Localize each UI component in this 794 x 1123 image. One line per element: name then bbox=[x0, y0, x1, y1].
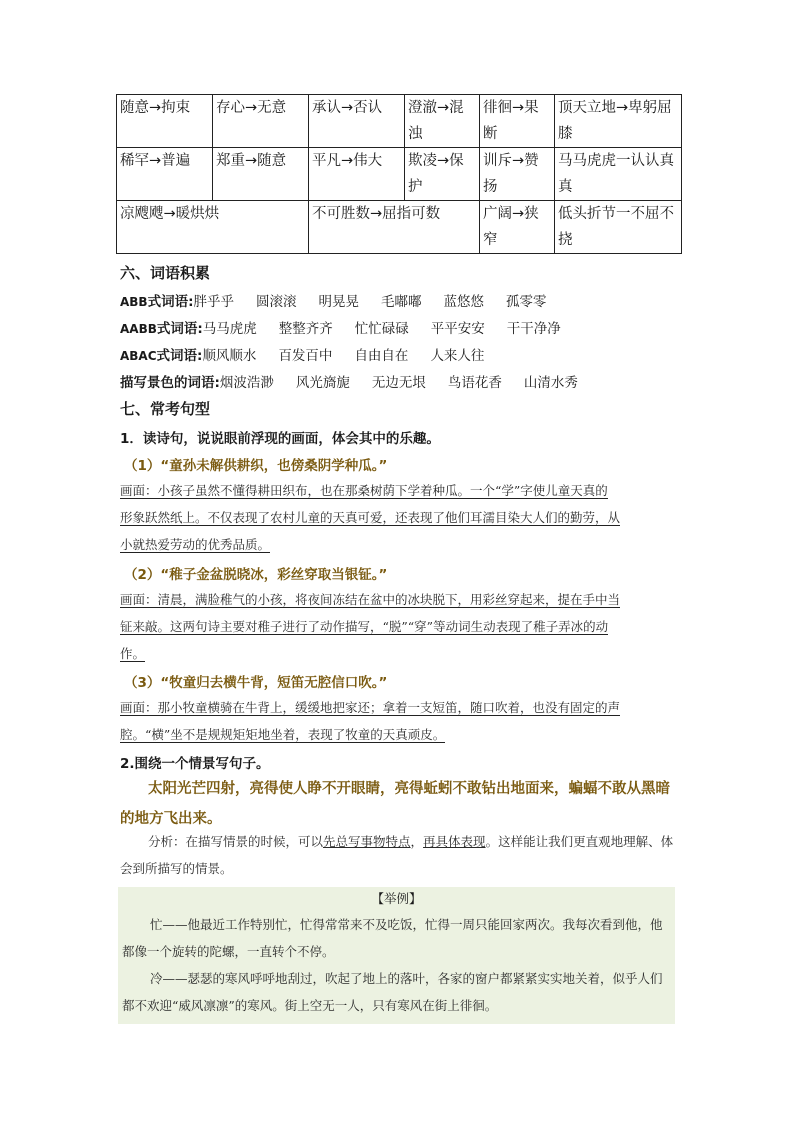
word: 顺风顺水 bbox=[202, 348, 257, 364]
poem-explanation-1 bbox=[120, 477, 678, 558]
table-cell: 不可胜数→屈指可数 bbox=[309, 201, 480, 254]
table-cell: 郑重→随意 bbox=[213, 148, 309, 201]
section-title: 六、词语积累 bbox=[120, 264, 211, 282]
table-cell: 平凡→伟大 bbox=[309, 148, 405, 201]
word: 烟波浩渺 bbox=[219, 375, 274, 391]
word: 无边无垠 bbox=[371, 375, 426, 391]
word: 胖乎乎 bbox=[193, 294, 234, 310]
word: 圆滚滚 bbox=[256, 294, 297, 310]
word-list-abac bbox=[120, 344, 506, 364]
word: 自由自在 bbox=[354, 348, 409, 364]
table-cell: 存心→无意 bbox=[213, 95, 309, 148]
table-cell: 顶天立地→卑躬屈膝 bbox=[555, 95, 682, 148]
table-cell: 广阔→狭窄 bbox=[480, 201, 555, 254]
word: 百发百中 bbox=[278, 348, 333, 364]
word: 干干净净 bbox=[506, 321, 561, 337]
word: 鸟语花香 bbox=[447, 375, 502, 391]
table-cell: 徘徊→果断 bbox=[480, 95, 555, 148]
word: 马马虎虎 bbox=[202, 321, 257, 337]
explanation-line: 腔。“横”坐不是规规矩矩地坐着，表现了牧童的天真顽皮。 bbox=[120, 727, 446, 742]
explanation-line: 画面：小孩子虽然不懂得耕田织布，也在那桑树荫下学着种瓜。一个“学”字使儿童天真的 bbox=[120, 483, 608, 498]
word: 蓝悠悠 bbox=[443, 294, 484, 310]
example-title: 【举例】 bbox=[371, 891, 422, 906]
word-list-label: 式词语: bbox=[147, 294, 194, 310]
poem-explanation-2 bbox=[120, 586, 678, 667]
explanation-line: 钲来敲。这两句诗主要对稚子进行了动作描写，“脱”“穿”等动词生动表现了稚子弄冰的动 bbox=[120, 619, 609, 634]
table-cell: 稀罕→普遍 bbox=[117, 148, 213, 201]
poem-line-1: （1）“童孙未解供耕织，也傍桑阴学种瓜。” bbox=[124, 458, 388, 474]
table-cell: 随意→拘束 bbox=[117, 95, 213, 148]
word-list-abb bbox=[120, 290, 569, 310]
word: 忙忙碌碌 bbox=[354, 321, 409, 337]
table-cell: 马马虎虎一认认真真 bbox=[555, 148, 682, 201]
antonym-table bbox=[116, 94, 682, 254]
example-paragraph: 冷——瑟瑟的寒风呼呼地刮过，吹起了地上的落叶，各家的窗户都紧紧实实地关着，似乎人们都不欢迎“威风凛凛”的寒风。街上空无一人，只有寒风在街上徘徊。 bbox=[122, 971, 663, 1013]
word-list-label: 描写景色的词语: bbox=[120, 375, 220, 391]
table-cell: 澄澈→混浊 bbox=[405, 95, 480, 148]
table-cell: 欺凌→保护 bbox=[405, 148, 480, 201]
highlight-sentence: 太阳光芒四射，亮得使人睁不开眼睛，亮得蚯蚓不敢钻出地面来，蝙蝠不敢从黑暗的地方飞出来。 bbox=[120, 781, 670, 827]
word-list-label-latin: ABB bbox=[120, 295, 148, 309]
word: 整整齐齐 bbox=[278, 321, 333, 337]
question-1: 1．读诗句，说说眼前浮现的画面，体会其中的乐趣。 bbox=[120, 431, 440, 447]
table-row bbox=[117, 201, 682, 254]
question-2: 2.围绕一个情景写句子。 bbox=[120, 756, 270, 772]
section-title: 七、常考句型 bbox=[120, 400, 211, 418]
explanation-line: 小就热爱劳动的优秀品质。 bbox=[120, 537, 271, 552]
word-list-scenery bbox=[120, 371, 600, 391]
explanation-line: 画面：清晨，满脸稚气的小孩，将夜间冻结在盆中的冰块脱下，用彩丝穿起来，提在手中当 bbox=[120, 592, 621, 607]
table-cell: 承认→否认 bbox=[309, 95, 405, 148]
word: 人来人往 bbox=[430, 348, 485, 364]
explanation-line: 作。 bbox=[120, 646, 146, 661]
poem-explanation-3 bbox=[120, 694, 678, 748]
word: 风光旖旎 bbox=[295, 375, 350, 391]
word-list-aabb bbox=[120, 317, 583, 337]
word-list-label-latin: AABB bbox=[120, 322, 157, 336]
example-paragraph: 忙——他最近工作特别忙，忙得常常来不及吃饭，忙得一周只能回家两次。我每次看到他，他都像一个旋转的陀螺，一直转个不停。 bbox=[122, 917, 663, 959]
table-cell: 低头折节一不屈不挠 bbox=[555, 201, 682, 254]
word-list-label-latin: ABAC bbox=[120, 349, 157, 363]
table-cell: 凉飕飕→暖烘烘 bbox=[117, 201, 309, 254]
explanation-line: 形象跃然纸上。不仅表现了农村儿童的天真可爱，还表现了他们耳濡目染大人们的勤劳，从 bbox=[120, 510, 621, 525]
analysis-underlined: 先总写事物特点 bbox=[323, 834, 411, 849]
explanation-line: 画面：那小牧童横骑在牛背上，缓缓地把家还；拿着一支短笛，随口吹着，也没有固定的声 bbox=[120, 700, 621, 715]
poem-line-3: （3）“牧童归去横牛背，短笛无腔信口吹。” bbox=[124, 675, 388, 691]
word: 明晃晃 bbox=[318, 294, 359, 310]
analysis-underlined: 再具体表现 bbox=[423, 834, 486, 849]
word-list-label: 式词语: bbox=[156, 321, 203, 337]
example-box bbox=[118, 887, 675, 1024]
word: 孤零零 bbox=[506, 294, 547, 310]
word: 平平安安 bbox=[430, 321, 485, 337]
poem-line-2: （2）“稚子金盆脱晓冰，彩丝穿取当银钲。” bbox=[124, 567, 388, 583]
table-cell: 训斥→赞扬 bbox=[480, 148, 555, 201]
analysis-text: 分析：在描写情景的时候，可以先总写事物特点，再具体表现。这样能让我们更直观地理解、体会到所描写的情景。 bbox=[120, 834, 674, 876]
word-list-label: 式词语: bbox=[156, 348, 203, 364]
table-row bbox=[117, 148, 682, 201]
table-row bbox=[117, 95, 682, 148]
word: 山清水秀 bbox=[523, 375, 578, 391]
word: 毛嘟嘟 bbox=[381, 294, 422, 310]
